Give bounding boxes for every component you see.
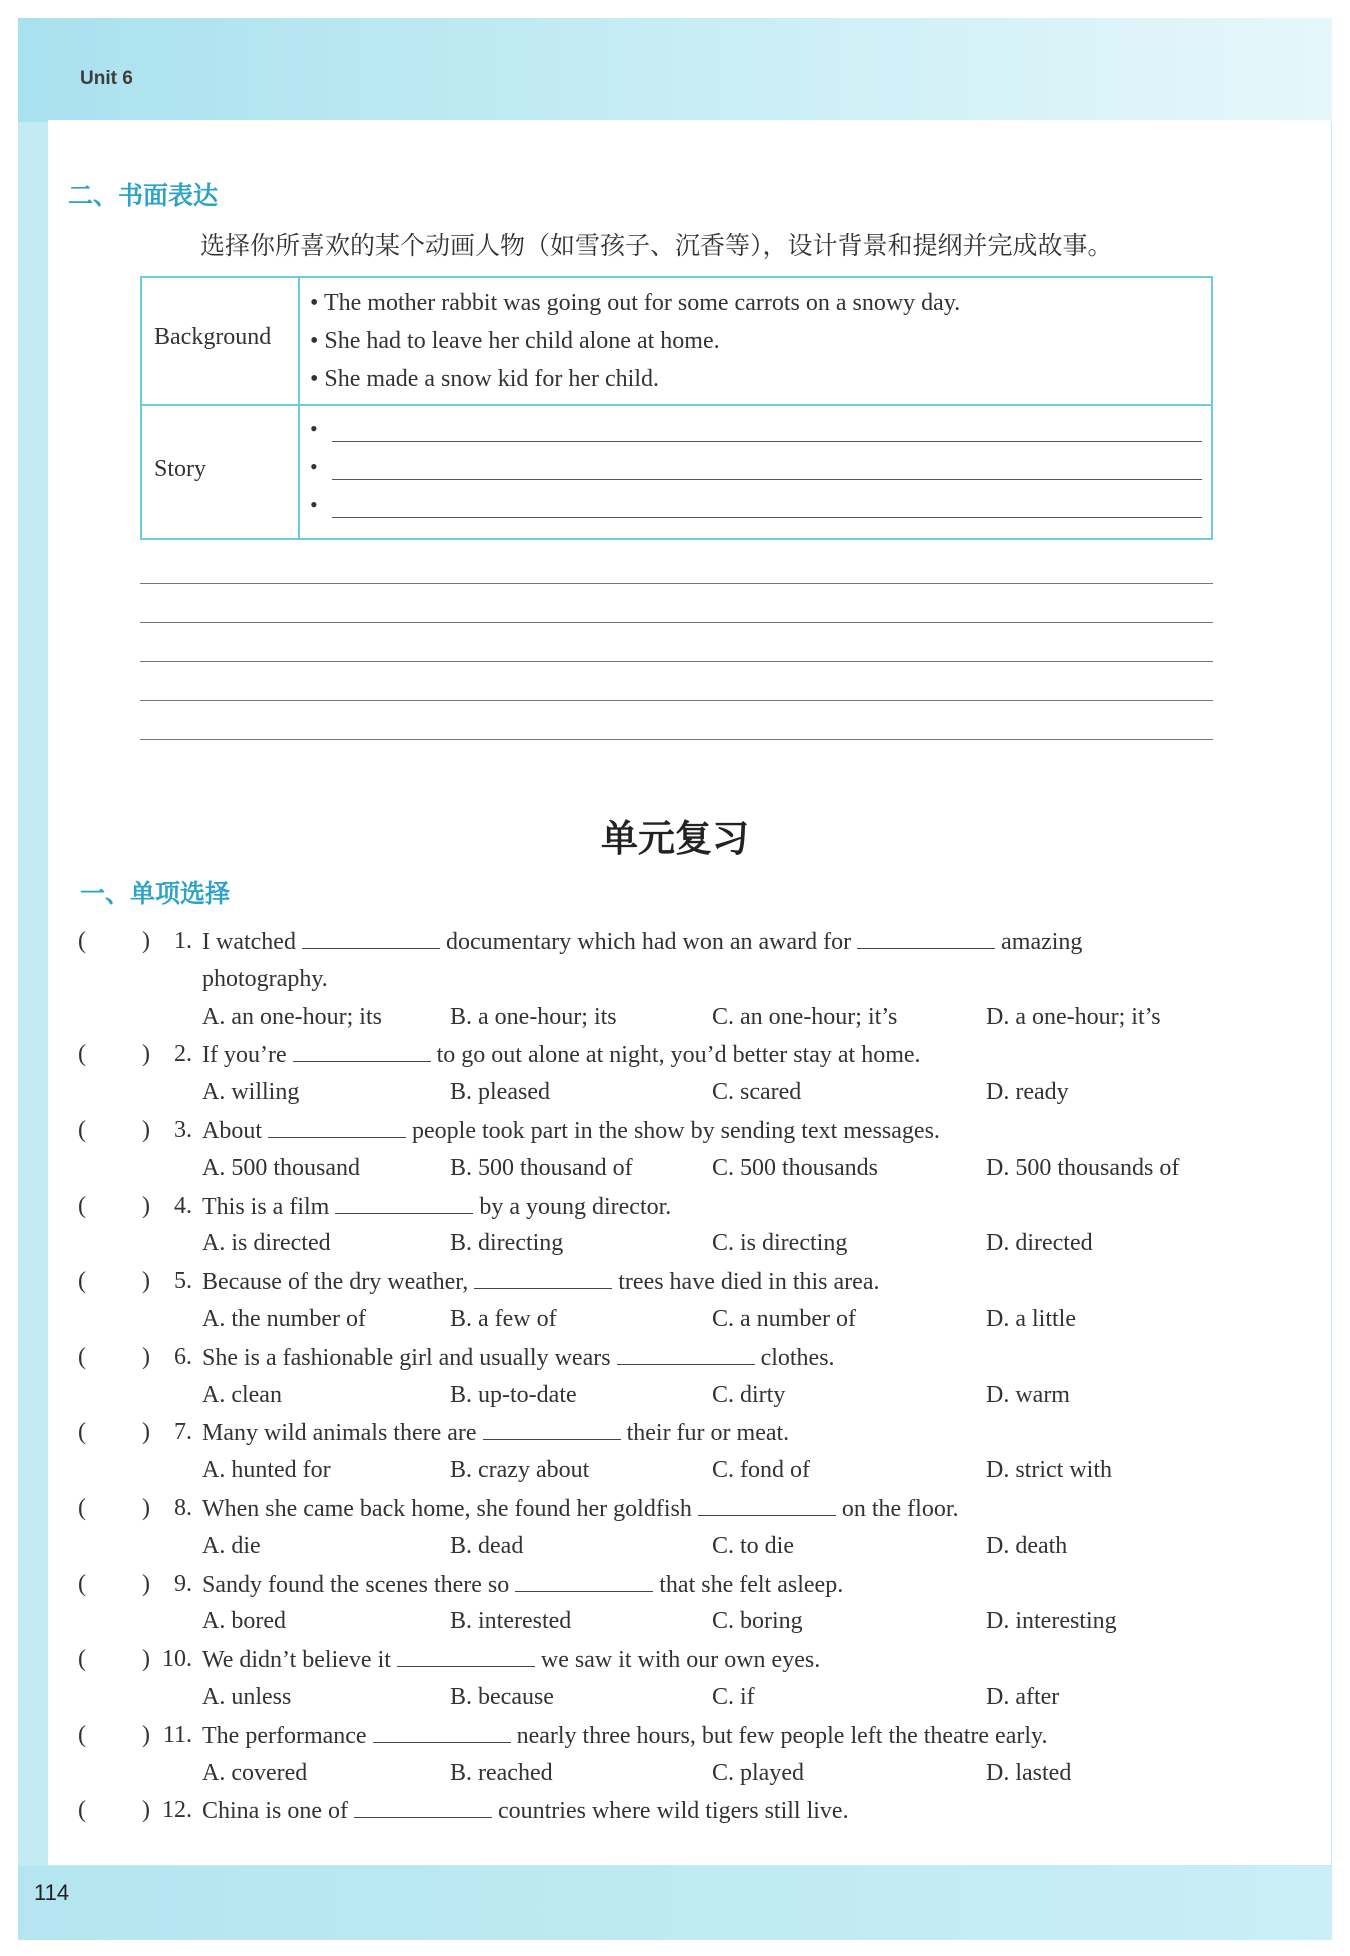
answer-paren-close[interactable]: ) xyxy=(142,1268,150,1295)
writing-answer-line[interactable] xyxy=(140,700,1213,701)
question-number: 4. xyxy=(174,1192,192,1219)
table-divider-horizontal xyxy=(142,404,1211,406)
story-outline-line[interactable] xyxy=(310,418,1202,442)
option-c[interactable]: C. an one-hour; it’s xyxy=(712,1003,898,1030)
fill-blank[interactable] xyxy=(373,1722,511,1743)
stem-text: we saw it with our own eyes. xyxy=(540,1647,821,1674)
option-c[interactable]: C. 500 thousands xyxy=(712,1154,879,1181)
option-a[interactable]: A. die xyxy=(202,1532,261,1559)
stem-text: amazing xyxy=(1001,929,1083,955)
background-point: • The mother rabbit was going out for some carrots on a snowy day. xyxy=(310,290,961,316)
answer-paren-close[interactable]: ) xyxy=(142,1419,150,1446)
answer-paren-open[interactable]: ( xyxy=(78,1646,86,1673)
answer-paren-open[interactable]: ( xyxy=(78,1419,86,1446)
unit-label: Unit 6 xyxy=(80,68,133,89)
stem-text: by a young director. xyxy=(479,1193,672,1220)
writing-section-heading: 二、书面表达 xyxy=(68,181,219,210)
stem-text: people took part in the show by sending text messages. xyxy=(412,1118,940,1144)
answer-paren-open[interactable]: ( xyxy=(78,1343,86,1370)
writing-answer-line[interactable] xyxy=(140,622,1213,623)
stem-text: This is a film xyxy=(202,1193,330,1220)
header-band xyxy=(18,18,1332,122)
question-number: 8. xyxy=(174,1495,192,1521)
option-d[interactable]: D. interesting xyxy=(986,1608,1117,1635)
fill-blank[interactable] xyxy=(698,1495,836,1516)
question-stem xyxy=(202,1344,835,1372)
fill-blank[interactable] xyxy=(515,1571,653,1592)
question-stem xyxy=(202,928,1082,956)
stem-text: She is a fashionable girl and usually wears xyxy=(202,1344,611,1371)
answer-paren-open[interactable]: ( xyxy=(78,1797,86,1824)
option-b[interactable]: B. a one-hour; its xyxy=(450,1003,617,1030)
question-stem-continued: photography. xyxy=(202,965,328,992)
question-number: 10. xyxy=(162,1646,192,1673)
stem-text: Many wild animals there are xyxy=(202,1420,477,1447)
footer-band xyxy=(18,1866,1332,1940)
stem-text: I watched xyxy=(202,929,296,955)
answer-paren-open[interactable]: ( xyxy=(78,1041,86,1068)
story-outline-line[interactable] xyxy=(310,456,1202,480)
writing-answer-line[interactable] xyxy=(140,739,1213,740)
option-b[interactable]: B. reached xyxy=(450,1759,553,1786)
answer-paren-close[interactable]: ) xyxy=(142,1192,150,1219)
fill-blank[interactable] xyxy=(857,928,995,949)
option-d[interactable]: D. a one-hour; it’s xyxy=(986,1003,1161,1030)
option-a[interactable]: A. hunted for xyxy=(202,1457,331,1484)
question-stem xyxy=(202,1268,879,1296)
review-title: 单元复习 xyxy=(601,817,749,860)
option-d[interactable]: D. directed xyxy=(986,1230,1093,1257)
stem-text: About xyxy=(202,1118,262,1144)
answer-paren-close[interactable]: ) xyxy=(142,1495,150,1521)
option-d[interactable]: D. death xyxy=(986,1532,1068,1559)
question-number: 12. xyxy=(162,1797,192,1824)
option-b[interactable]: B. a few of xyxy=(450,1306,557,1332)
stem-text: When she came back home, she found her goldfish xyxy=(202,1496,692,1522)
stem-text: We didn’t believe it xyxy=(202,1647,391,1674)
option-b[interactable]: B. because xyxy=(450,1684,554,1710)
option-a[interactable]: A. clean xyxy=(202,1381,282,1408)
option-d[interactable]: D. ready xyxy=(986,1079,1069,1106)
question-number: 3. xyxy=(174,1117,192,1143)
question-number: 11. xyxy=(162,1721,192,1748)
writing-answer-line[interactable] xyxy=(140,661,1213,662)
option-a[interactable]: A. 500 thousand xyxy=(202,1154,360,1181)
option-c[interactable]: C. if xyxy=(712,1684,755,1710)
story-outline-line[interactable] xyxy=(310,494,1202,518)
option-c[interactable]: C. scared xyxy=(712,1079,802,1106)
writing-answer-line[interactable] xyxy=(140,583,1213,584)
stem-text: that she felt asleep. xyxy=(659,1571,844,1598)
option-b[interactable]: B. dead xyxy=(450,1532,524,1559)
question-number: 1. xyxy=(174,928,192,954)
option-b[interactable]: B. interested xyxy=(450,1608,572,1635)
page-number: 114 xyxy=(34,1880,70,1905)
option-c[interactable]: C. fond of xyxy=(712,1457,810,1484)
fill-blank[interactable] xyxy=(483,1419,621,1440)
fill-blank[interactable] xyxy=(335,1193,473,1214)
question-number: 7. xyxy=(174,1419,192,1446)
option-d[interactable]: D. after xyxy=(986,1684,1060,1710)
option-c[interactable]: C. dirty xyxy=(712,1381,786,1408)
option-a[interactable]: A. covered xyxy=(202,1759,308,1786)
stem-text: trees have died in this area. xyxy=(618,1269,880,1296)
question-stem xyxy=(202,1646,820,1674)
option-b[interactable]: B. 500 thousand of xyxy=(450,1154,633,1181)
option-b[interactable]: B. directing xyxy=(450,1230,564,1257)
stem-text: nearly three hours, but few people left the theatre early. xyxy=(516,1722,1048,1749)
question-stem xyxy=(202,1571,843,1599)
question-stem xyxy=(202,1041,921,1069)
question-number: 6. xyxy=(174,1343,192,1370)
stem-text: Sandy found the scenes there so xyxy=(202,1571,510,1598)
answer-paren-open[interactable]: ( xyxy=(78,1192,86,1219)
fill-blank[interactable] xyxy=(397,1646,535,1667)
fill-blank[interactable] xyxy=(354,1797,492,1818)
fill-blank[interactable] xyxy=(302,928,440,949)
fill-blank[interactable] xyxy=(268,1117,406,1138)
answer-paren-close[interactable]: ) xyxy=(142,1797,150,1824)
option-d[interactable]: D. 500 thousands of xyxy=(986,1154,1180,1181)
question-number: 5. xyxy=(174,1268,192,1295)
background-label: Background xyxy=(154,324,272,350)
option-d[interactable]: D. warm xyxy=(986,1381,1070,1408)
option-d[interactable]: D. a little xyxy=(986,1306,1076,1332)
answer-paren-close[interactable]: ) xyxy=(142,1570,150,1597)
answer-paren-close[interactable]: ) xyxy=(142,1721,150,1748)
story-label: Story xyxy=(154,456,207,482)
answer-paren-close[interactable]: ) xyxy=(142,1117,150,1143)
option-a[interactable]: A. an one-hour; its xyxy=(202,1003,382,1030)
question-stem xyxy=(202,1797,849,1825)
answer-paren-close[interactable]: ) xyxy=(142,1646,150,1673)
question-stem xyxy=(202,1117,940,1145)
writing-instruction: 选择你所喜欢的某个动画人物（如雪孩子、沉香等），设计背景和提纲并完成故事。 xyxy=(200,233,1113,260)
background-point: • She made a snow kid for her child. xyxy=(310,366,659,392)
option-c[interactable]: C. to die xyxy=(712,1532,794,1559)
stem-text: China is one of xyxy=(202,1798,348,1825)
multiple-choice-heading: 一、单项选择 xyxy=(80,879,231,908)
option-c[interactable]: C. is directing xyxy=(712,1230,848,1257)
answer-paren-open[interactable]: ( xyxy=(78,928,86,954)
answer-paren-close[interactable]: ) xyxy=(142,1343,150,1370)
question-number: 9. xyxy=(174,1570,192,1597)
outline-table xyxy=(140,276,1213,540)
option-b[interactable]: B. up-to-date xyxy=(450,1381,577,1408)
fill-blank[interactable] xyxy=(617,1344,755,1365)
option-c[interactable]: C. a number of xyxy=(712,1306,856,1332)
table-divider-vertical xyxy=(298,278,300,538)
answer-paren-close[interactable]: ) xyxy=(142,1041,150,1068)
answer-paren-close[interactable]: ) xyxy=(142,928,150,954)
option-c[interactable]: C. played xyxy=(712,1759,804,1786)
answer-paren-open[interactable]: ( xyxy=(78,1495,86,1521)
option-d[interactable]: D. lasted xyxy=(986,1759,1072,1786)
fill-blank[interactable] xyxy=(474,1268,612,1289)
option-a[interactable]: A. is directed xyxy=(202,1230,331,1257)
stem-text: their fur or meat. xyxy=(626,1420,790,1447)
stem-text: on the floor. xyxy=(841,1496,959,1522)
answer-paren-open[interactable]: ( xyxy=(78,1721,86,1748)
question-stem xyxy=(202,1193,671,1221)
option-a[interactable]: A. willing xyxy=(202,1079,300,1106)
stem-text: If you’re xyxy=(202,1042,287,1069)
answer-paren-open[interactable]: ( xyxy=(78,1570,86,1597)
stem-text: clothes. xyxy=(760,1344,835,1371)
option-a[interactable]: A. unless xyxy=(202,1684,292,1710)
question-stem xyxy=(202,1495,959,1523)
answer-paren-open[interactable]: ( xyxy=(78,1268,86,1295)
stem-text: countries where wild tigers still live. xyxy=(497,1798,849,1825)
stem-text: to go out alone at night, you’d better stay at home. xyxy=(436,1042,921,1069)
question-stem xyxy=(202,1419,789,1447)
question-number: 2. xyxy=(174,1041,192,1068)
option-c[interactable]: C. boring xyxy=(712,1608,803,1635)
option-a[interactable]: A. the number of xyxy=(202,1306,366,1332)
stem-text: The performance xyxy=(202,1722,367,1749)
bullet: • xyxy=(310,492,318,517)
option-d[interactable]: D. strict with xyxy=(986,1457,1112,1484)
question-stem xyxy=(202,1722,1047,1750)
fill-blank[interactable] xyxy=(293,1041,431,1062)
option-b[interactable]: B. pleased xyxy=(450,1079,550,1106)
answer-paren-open[interactable]: ( xyxy=(78,1117,86,1143)
option-b[interactable]: B. crazy about xyxy=(450,1457,590,1484)
stem-text: documentary which had won an award for xyxy=(445,929,852,955)
bullet: • xyxy=(310,454,318,479)
bullet: • xyxy=(310,416,318,441)
option-a[interactable]: A. bored xyxy=(202,1608,286,1635)
background-point: • She had to leave her child alone at home. xyxy=(310,328,720,354)
stem-text: Because of the dry weather, xyxy=(202,1269,469,1296)
